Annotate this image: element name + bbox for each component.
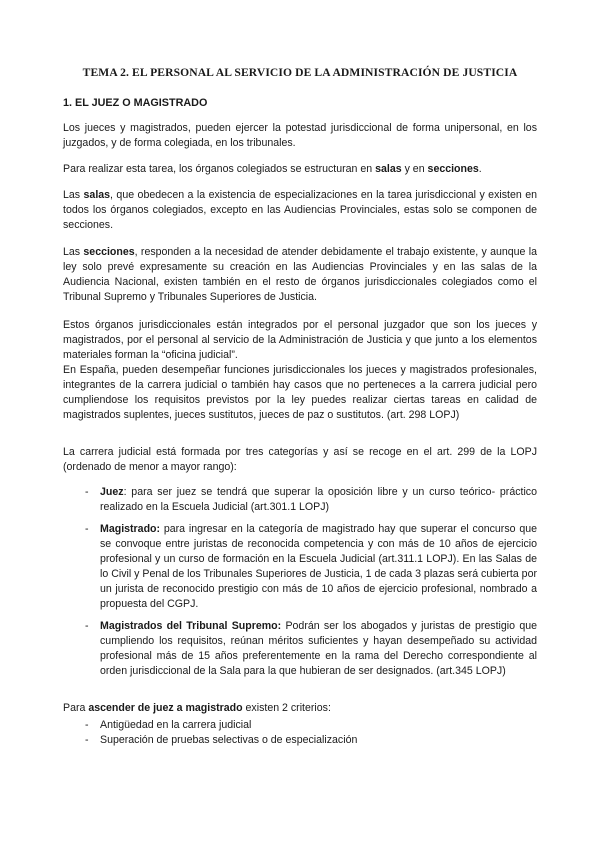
list-item [63, 718, 537, 733]
paragraph-organos [63, 318, 537, 423]
dash-bullet: - [85, 523, 89, 535]
category-term: Juez [100, 486, 124, 498]
dash-bullet: - [85, 719, 89, 731]
text-run: Para [63, 702, 89, 714]
text-run: y en [401, 163, 428, 175]
categories-list [63, 485, 537, 686]
document-title: TEMA 2. EL PERSONAL AL SERVICIO DE LA ADMINISTRACIÓN DE JUSTICIA [82, 66, 518, 79]
criteria-list [63, 718, 537, 748]
list-item [63, 619, 537, 679]
bold-term-secciones: secciones [83, 246, 135, 258]
paragraph-structure [63, 162, 537, 177]
dash-bullet: - [85, 734, 89, 746]
text-run: Para realizar esta tarea, los órganos colegiados se estructuran en [63, 163, 376, 175]
paragraph-carrera [63, 445, 537, 475]
section-heading: 1. EL JUEZ O MAGISTRADO [63, 97, 208, 109]
bold-term-salas: salas [375, 163, 402, 175]
paragraph-espana-text: En España, pueden desempeñar funciones jurisdiccionales los jueces y magistrados profesionales, integrantes de la carrera judicial o también hay casos que no perteneces a la carrera judicial pero cumpliendose los requisitos previstos por la ley puedes realizar ciertas tareas en calidad de magistrados suplentes, jueces sustitutos, jueces de paz o sustitutos. (art. 298 LOPJ) [63, 364, 537, 421]
list-item [63, 733, 537, 748]
paragraph-intro-text: Los jueces y magistrados, pueden ejercer la potestad jurisdiccional de forma unipersonal, en los juzgados, y de forma colegiada, en los tribunales. [63, 122, 537, 149]
paragraph-salas [63, 188, 537, 233]
criterion-text: Antigüedad en la carrera judicial [100, 719, 252, 731]
list-item [63, 485, 537, 515]
text-run: Las [63, 189, 84, 201]
category-term: Magistrados del Tribunal Supremo: [100, 620, 282, 632]
bold-term-ascender: ascender de juez a magistrado [88, 702, 243, 714]
dash-bullet: - [85, 486, 89, 498]
text-run: . [478, 163, 482, 175]
list-item [63, 522, 537, 612]
bold-term-salas: salas [83, 189, 111, 201]
text-run: , responden a la necesidad de atender debidamente el trabajo existente, y aunque la ley solo prevé expresamente su creación en las Audiencias Provinciales y en las salas de la Audiencia Nacional, existen también en el resto de órganos jurisdiccionales colegiados como el Tribunal Supremo y Tribunales Superiores de Justicia. [63, 246, 537, 303]
text-run: Las [63, 246, 84, 258]
bold-term-secciones: secciones [427, 163, 479, 175]
category-text: Podrán ser los abogados y juristas de prestigio que cumpliendo los requisitos, reúnan méritos suficientes y hayan desempeñado su actividad profesional más de 15 años preferentemente en la rama del Derecho correspondiente al orden jurisdiccional de la Sala para la que hubieran de ser designados. (art.345 LOPJ) [100, 620, 537, 677]
category-text: para ingresar en la categoría de magistrado hay que superar el concurso que se convoque entre juristas de reconocida competencia y con más de 10 años de ejercicio profesional y un curso de formación en la Escuela Judicial (art.311.1 LOPJ). En las Salas de lo Civil y Penal de los Tribunales Superiores de Justicia, 1 de cada 3 plazas será cubierta por un jurista de reconocido prestigio con más de 10 años de ejercicio profesional, nombrado a propuesta del CGPJ. [100, 523, 537, 610]
paragraph-ascenso [63, 701, 537, 716]
dash-bullet: - [85, 620, 89, 632]
paragraph-carrera-text: La carrera judicial está formada por tres categorías y así se recoge en el art. 299 de la LOPJ (ordenado de menor a mayor rango): [63, 446, 537, 473]
paragraph-intro [63, 121, 537, 151]
criterion-text: Superación de pruebas selectivas o de especialización [100, 734, 358, 746]
paragraph-secciones [63, 245, 537, 305]
text-run: existen 2 criterios: [242, 702, 331, 714]
category-text: : para ser juez se tendrá que superar la oposición libre y un curso teórico- práctico realizado en la Escuela Judicial (art.301.1 LOPJ) [100, 486, 537, 513]
paragraph-organos-text: Estos órganos jurisdiccionales están integrados por el personal juzgador que son los jueces y magistrados, por el personal al servicio de la Administración de Justicia y que junto a los elementos materiales forman la “oficina judicial”. [63, 319, 537, 361]
category-term: Magistrado: [100, 523, 161, 535]
text-run: , que obedecen a la existencia de especializaciones en la tarea jurisdiccional y existen en todos los órganos colegiados, excepto en las Audiencias Provinciales, estas solo se componen de secciones. [63, 189, 537, 231]
